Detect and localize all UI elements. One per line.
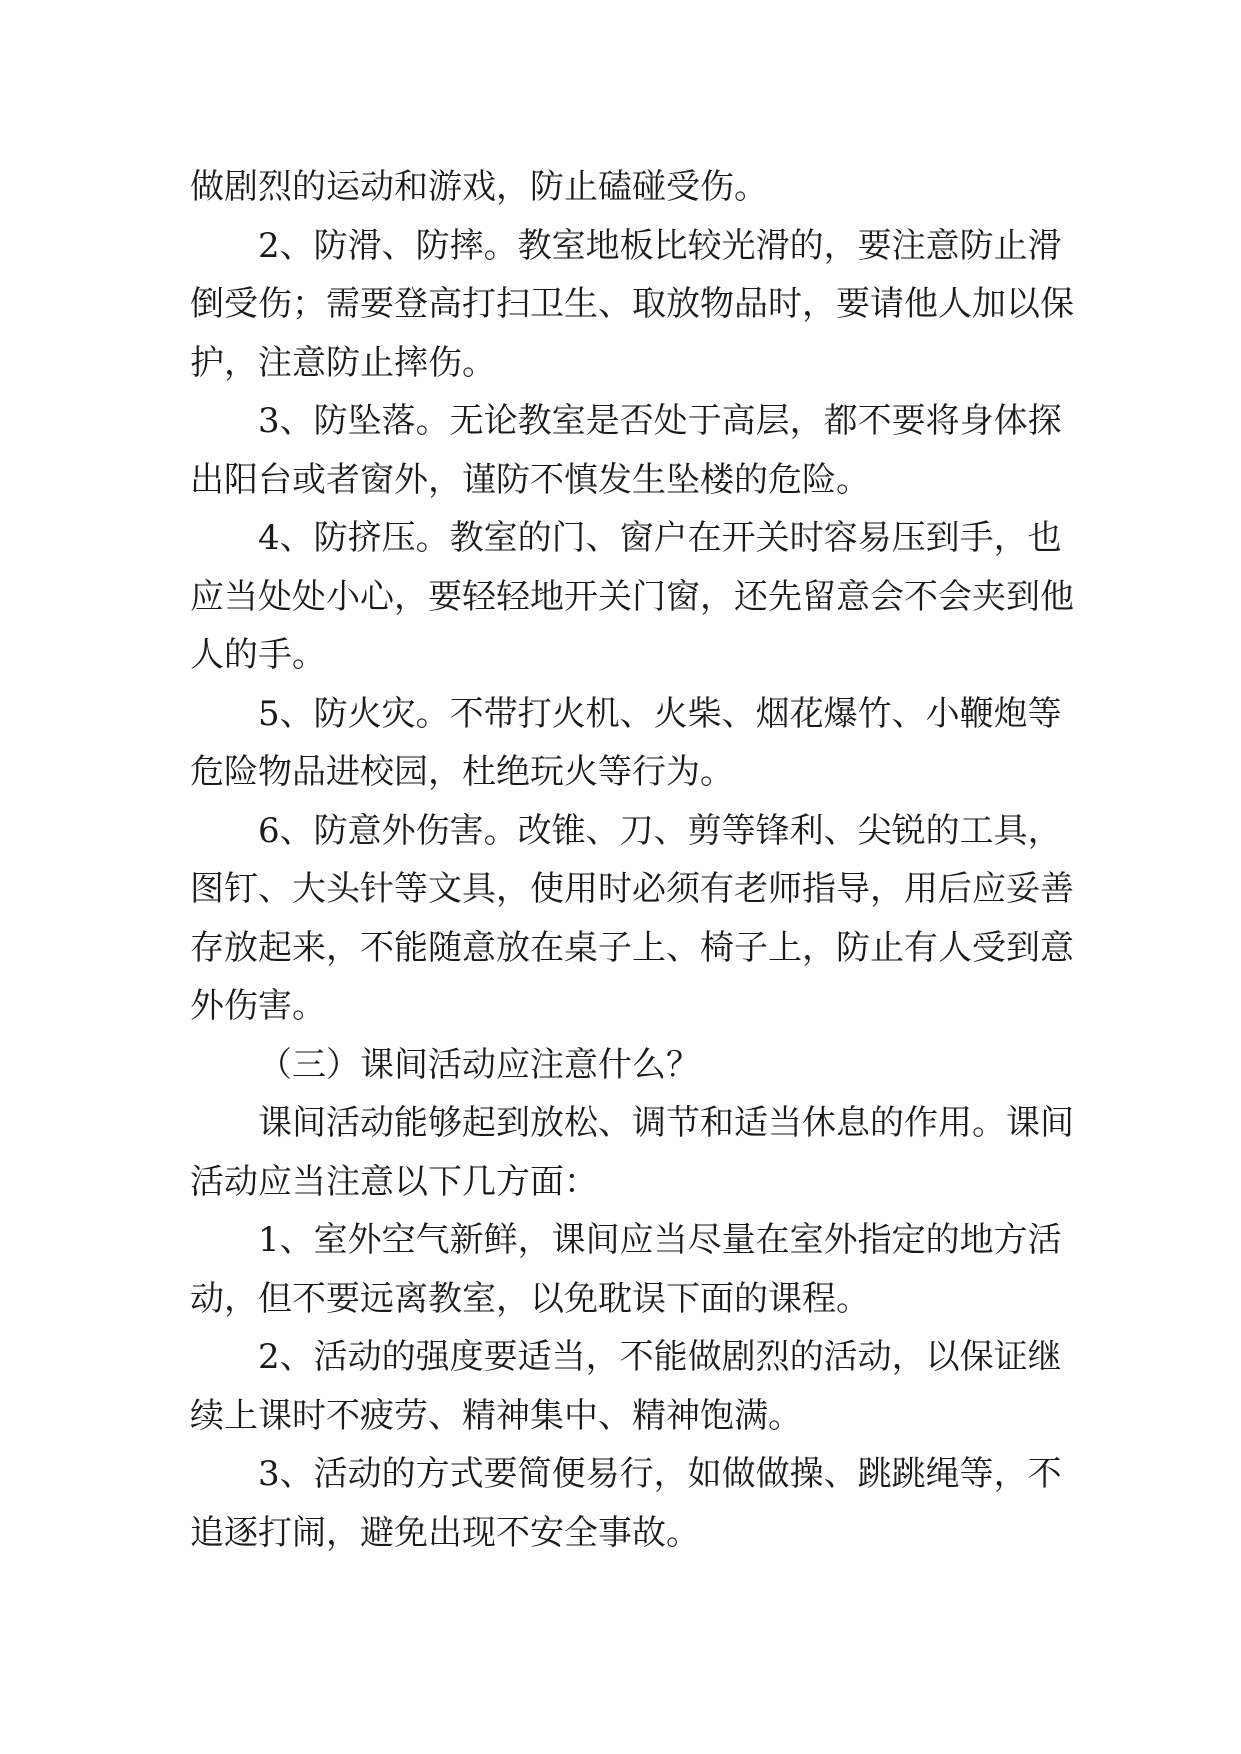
text-line: 存放起来，不能随意放在桌子上、椅子上，防止有人受到意 [190, 927, 1074, 968]
text-line: 危险物品进校园，杜绝玩火等行为。 [190, 752, 734, 792]
section-heading: （三）课间活动应注意什么？ [258, 1044, 700, 1085]
text-line: 图钉、大头针等文具，使用时必须有老师指导，用后应妥善 [190, 869, 1074, 909]
paragraph-first-line: 2、防滑、防摔。教室地板比较光滑的，要注意防止滑 [258, 225, 1062, 266]
paragraph-first-line: 6、防意外伤害。改锥、刀、剪等锋利、尖锐的工具， [258, 810, 1062, 851]
text-line: 护，注意防止摔伤。 [190, 342, 496, 383]
text-line: 外伤害。 [190, 986, 326, 1026]
text-line: 追逐打闹，避免出现不安全事故。 [190, 1512, 700, 1553]
text-line: 做剧烈的运动和游戏，防止磕碰受伤。 [190, 167, 768, 207]
paragraph-first-line: 3、活动的方式要简便易行，如做做操、跳跳绳等，不 [258, 1454, 1062, 1494]
text-line: 续上课时不疲劳、精神集中、精神饱满。 [190, 1395, 802, 1436]
text-line: 动，但不要远离教室，以免耽误下面的课程。 [190, 1278, 870, 1319]
paragraph-first-line: 3、防坠落。无论教室是否处于高层，都不要将身体探 [258, 401, 1062, 441]
document-body [190, 158, 1074, 1562]
text-line: 人的手。 [190, 635, 326, 675]
text-line: 应当处处小心，要轻轻地开关门窗，还先留意会不会夹到他 [190, 576, 1074, 617]
text-line: 倒受伤；需要登高打扫卫生、取放物品时，要请他人加以保 [190, 284, 1074, 324]
text-line: 活动应当注意以下几方面： [190, 1161, 598, 1202]
paragraph-first-line: 课间活动能够起到放松、调节和适当休息的作用。课间 [258, 1103, 1074, 1143]
text-line: 出阳台或者窗外，谨防不慎发生坠楼的危险。 [190, 459, 870, 500]
paragraph-first-line: 4、防挤压。教室的门、窗户在开关时容易压到手，也 [258, 518, 1062, 558]
paragraph-first-line: 2、活动的强度要适当，不能做剧烈的活动，以保证继 [258, 1337, 1062, 1377]
paragraph-first-line: 1、室外空气新鲜，课间应当尽量在室外指定的地方活 [258, 1220, 1062, 1260]
paragraph-first-line: 5、防火灾。不带打火机、火柴、烟花爆竹、小鞭炮等 [258, 693, 1062, 734]
